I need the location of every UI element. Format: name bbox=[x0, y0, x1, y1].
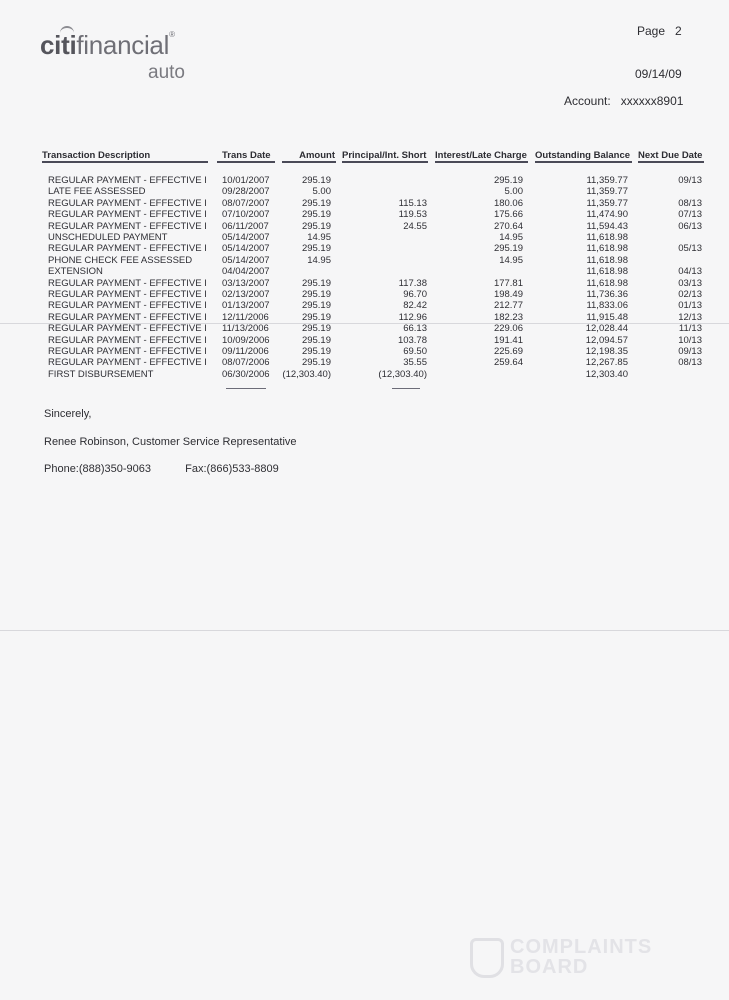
table-row bbox=[0, 266, 729, 277]
row-description: REGULAR PAYMENT - EFFECTIVE I bbox=[48, 346, 207, 357]
row-amount: 295.19 bbox=[301, 323, 331, 335]
row-next-due: 01/13 bbox=[678, 300, 702, 312]
row-description: LATE FEE ASSESSED bbox=[48, 186, 146, 198]
row-next-due: 10/13 bbox=[678, 334, 702, 346]
row-next-due: 11/13 bbox=[678, 323, 702, 335]
row-trans-date: 02/13/2007 bbox=[222, 289, 270, 300]
col-header-description: Transaction Description bbox=[42, 150, 151, 161]
table-row bbox=[0, 175, 729, 186]
header-rule bbox=[217, 161, 275, 163]
watermark-line1: COMPLAINTS bbox=[510, 936, 653, 958]
row-interest: 177.81 bbox=[493, 277, 523, 289]
row-trans-date: 10/01/2007 bbox=[222, 175, 270, 186]
row-description: REGULAR PAYMENT - EFFECTIVE I bbox=[48, 243, 207, 255]
letter-date: 09/14/09 bbox=[635, 67, 682, 81]
row-balance: 12,198.35 bbox=[585, 346, 628, 357]
table-row bbox=[0, 232, 729, 243]
table-row bbox=[0, 186, 729, 197]
row-interest: 182.23 bbox=[493, 311, 523, 323]
row-amount: 295.19 bbox=[301, 277, 331, 289]
row-balance: 11,359.77 bbox=[586, 186, 628, 198]
row-next-due: 08/13 bbox=[678, 197, 702, 209]
citi-financial-auto-logo bbox=[40, 26, 200, 88]
row-balance: 11,915.48 bbox=[586, 311, 628, 323]
account-number: xxxxxx8901 bbox=[620, 94, 684, 108]
logo-trademark: ® bbox=[169, 30, 175, 39]
row-description: REGULAR PAYMENT - EFFECTIVE I bbox=[48, 334, 207, 346]
row-description: REGULAR PAYMENT - EFFECTIVE I bbox=[48, 323, 207, 335]
row-amount: 295.19 bbox=[301, 220, 331, 232]
row-interest: 191.41 bbox=[493, 334, 523, 346]
header-rule bbox=[282, 161, 336, 163]
row-description: FIRST DISBURSEMENT bbox=[48, 368, 154, 380]
col-header-next-due: Next Due Date bbox=[638, 150, 703, 161]
table-row bbox=[0, 255, 729, 266]
row-interest: 5.00 bbox=[504, 186, 523, 198]
row-description: REGULAR PAYMENT - EFFECTIVE I bbox=[48, 311, 207, 323]
row-description: UNSCHEDULED PAYMENT bbox=[48, 232, 168, 243]
row-principal: 69.50 bbox=[403, 346, 427, 357]
row-trans-date: 05/14/2007 bbox=[222, 254, 270, 266]
row-principal: 117.38 bbox=[398, 277, 427, 289]
contact-line bbox=[44, 463, 279, 475]
row-trans-date: 04/04/2007 bbox=[222, 266, 270, 278]
fax-number: Fax:(866)533-8809 bbox=[185, 463, 279, 475]
signer-name: Renee Robinson, Customer Service Representative bbox=[44, 436, 297, 448]
row-description: REGULAR PAYMENT - EFFECTIVE I bbox=[48, 175, 207, 186]
page-indicator bbox=[637, 24, 682, 38]
table-row bbox=[0, 323, 729, 334]
row-interest: 175.66 bbox=[493, 209, 523, 221]
row-trans-date: 07/10/2007 bbox=[222, 209, 270, 221]
row-balance: 11,618.98 bbox=[586, 266, 628, 278]
row-amount: 295.19 bbox=[301, 300, 331, 312]
row-amount: 295.19 bbox=[301, 289, 331, 300]
row-description: REGULAR PAYMENT - EFFECTIVE I bbox=[48, 209, 207, 221]
row-description: REGULAR PAYMENT - EFFECTIVE I bbox=[48, 357, 207, 369]
row-interest: 180.06 bbox=[493, 197, 523, 209]
row-trans-date: 11/13/2006 bbox=[222, 323, 269, 335]
col-header-trans-date: Trans Date bbox=[222, 150, 271, 161]
row-interest: 259.64 bbox=[493, 357, 523, 369]
row-amount: 5.00 bbox=[312, 186, 331, 198]
row-trans-date: 09/28/2007 bbox=[222, 186, 270, 198]
row-amount: 295.19 bbox=[301, 209, 331, 221]
row-interest: 229.06 bbox=[493, 323, 523, 335]
row-description: REGULAR PAYMENT - EFFECTIVE I bbox=[48, 289, 207, 300]
col-header-balance: Outstanding Balance bbox=[535, 150, 631, 161]
row-trans-date: 05/14/2007 bbox=[222, 232, 270, 243]
row-next-due: 04/13 bbox=[678, 266, 702, 278]
phone-number: Phone:(888)350-9063 bbox=[44, 463, 152, 475]
row-balance: 12,028.44 bbox=[585, 323, 628, 335]
table-row bbox=[0, 335, 729, 346]
row-balance: 11,359.77 bbox=[586, 175, 628, 186]
closing-salutation: Sincerely, bbox=[44, 408, 92, 420]
table-row bbox=[0, 289, 729, 300]
row-principal: 119.53 bbox=[398, 209, 427, 221]
row-next-due: 06/13 bbox=[678, 220, 702, 232]
row-next-due: 09/13 bbox=[678, 175, 702, 186]
row-balance: 12,267.85 bbox=[585, 357, 628, 369]
row-interest: 14.95 bbox=[499, 232, 523, 243]
row-amount: 14.95 bbox=[307, 254, 331, 266]
table-row bbox=[0, 312, 729, 323]
row-description: EXTENSION bbox=[48, 266, 103, 278]
row-description: PHONE CHECK FEE ASSESSED bbox=[48, 254, 193, 266]
logo-citi-text: citi bbox=[40, 30, 77, 60]
row-amount: (12,303.40) bbox=[282, 368, 331, 380]
row-amount: 295.19 bbox=[301, 243, 331, 255]
row-description: REGULAR PAYMENT - EFFECTIVE I bbox=[48, 300, 207, 312]
row-interest: 14.95 bbox=[499, 254, 523, 266]
row-amount: 295.19 bbox=[301, 311, 331, 323]
account-line bbox=[564, 94, 683, 108]
row-amount: 14.95 bbox=[307, 232, 331, 243]
header-rule bbox=[42, 161, 208, 163]
row-interest: 270.64 bbox=[493, 220, 523, 232]
table-row bbox=[0, 198, 729, 209]
logo-auto-text: auto bbox=[148, 62, 185, 83]
row-trans-date: 03/13/2007 bbox=[222, 277, 270, 289]
col-header-amount: Amount bbox=[299, 150, 335, 161]
col-header-principal: Principal/Int. Short bbox=[342, 150, 427, 161]
row-trans-date: 10/09/2006 bbox=[222, 334, 270, 346]
table-row bbox=[0, 221, 729, 232]
row-interest: 198.49 bbox=[493, 289, 523, 300]
row-balance: 11,594.43 bbox=[586, 220, 628, 232]
row-amount: 295.19 bbox=[301, 197, 331, 209]
table-row bbox=[0, 278, 729, 289]
header-rule bbox=[535, 161, 632, 163]
row-next-due: 07/13 bbox=[678, 209, 702, 221]
row-trans-date: 12/11/2006 bbox=[222, 311, 269, 323]
page-number: 2 bbox=[675, 24, 682, 38]
row-amount: 295.19 bbox=[301, 334, 331, 346]
row-description: REGULAR PAYMENT - EFFECTIVE I bbox=[48, 220, 207, 232]
row-principal: 103.78 bbox=[397, 334, 427, 346]
table-row bbox=[0, 300, 729, 311]
col-header-interest: Interest/Late Charge bbox=[435, 150, 527, 161]
row-balance: 12,303.40 bbox=[585, 368, 628, 380]
row-principal: (12,303.40) bbox=[378, 368, 427, 380]
row-next-due: 12/13 bbox=[678, 311, 702, 323]
row-next-due: 09/13 bbox=[678, 346, 702, 357]
row-trans-date: 01/13/2007 bbox=[222, 300, 270, 312]
table-row bbox=[0, 346, 729, 357]
row-amount: 295.19 bbox=[301, 346, 331, 357]
account-label: Account: bbox=[564, 94, 611, 108]
table-row bbox=[0, 209, 729, 220]
row-interest: 225.69 bbox=[493, 346, 523, 357]
row-balance: 11,359.77 bbox=[586, 197, 628, 209]
table-row bbox=[0, 243, 729, 254]
row-principal: 24.55 bbox=[403, 220, 427, 232]
row-description: REGULAR PAYMENT - EFFECTIVE I bbox=[48, 197, 207, 209]
row-interest: 295.19 bbox=[493, 175, 523, 186]
row-trans-date: 06/11/2007 bbox=[222, 220, 269, 232]
header-rule bbox=[638, 161, 704, 163]
row-balance: 11,618.98 bbox=[586, 254, 628, 266]
table-row bbox=[0, 357, 729, 368]
row-trans-date: 08/07/2006 bbox=[222, 357, 270, 369]
row-interest: 295.19 bbox=[493, 243, 523, 255]
row-trans-date: 09/11/2006 bbox=[222, 346, 269, 357]
watermark-line2: BOARD bbox=[510, 956, 589, 978]
row-balance: 11,474.90 bbox=[586, 209, 628, 221]
row-interest: 212.77 bbox=[493, 300, 523, 312]
complaints-board-watermark bbox=[470, 936, 690, 980]
row-next-due: 08/13 bbox=[678, 357, 702, 369]
row-balance: 12,094.57 bbox=[585, 334, 628, 346]
row-next-due: 05/13 bbox=[678, 243, 702, 255]
row-trans-date: 05/14/2007 bbox=[222, 243, 270, 255]
handwritten-underline bbox=[392, 388, 420, 389]
row-next-due: 02/13 bbox=[678, 289, 702, 300]
row-principal: 115.13 bbox=[398, 197, 427, 209]
row-amount: 295.19 bbox=[301, 175, 331, 186]
row-trans-date: 06/30/2006 bbox=[222, 368, 270, 380]
handwritten-underline bbox=[226, 388, 266, 389]
row-next-due: 03/13 bbox=[678, 277, 702, 289]
row-trans-date: 08/07/2007 bbox=[222, 197, 270, 209]
table-row bbox=[0, 369, 729, 380]
row-principal: 35.55 bbox=[403, 357, 427, 369]
row-balance: 11,618.98 bbox=[586, 232, 628, 243]
paper-fold-line bbox=[0, 630, 729, 631]
row-amount: 295.19 bbox=[301, 357, 331, 369]
header-rule bbox=[435, 161, 528, 163]
row-principal: 112.96 bbox=[398, 311, 427, 323]
row-balance: 11,618.98 bbox=[586, 277, 628, 289]
row-balance: 11,618.98 bbox=[586, 243, 628, 255]
logo-financial-text: financial bbox=[76, 30, 170, 60]
shield-icon bbox=[470, 938, 504, 978]
page-label: Page bbox=[637, 24, 666, 38]
header-rule bbox=[342, 161, 428, 163]
row-balance: 11,833.06 bbox=[586, 300, 628, 312]
row-principal: 96.70 bbox=[403, 289, 427, 300]
row-principal: 66.13 bbox=[403, 323, 427, 335]
row-description: REGULAR PAYMENT - EFFECTIVE I bbox=[48, 277, 207, 289]
row-principal: 82.42 bbox=[403, 300, 427, 312]
row-balance: 11,736.36 bbox=[586, 289, 628, 300]
